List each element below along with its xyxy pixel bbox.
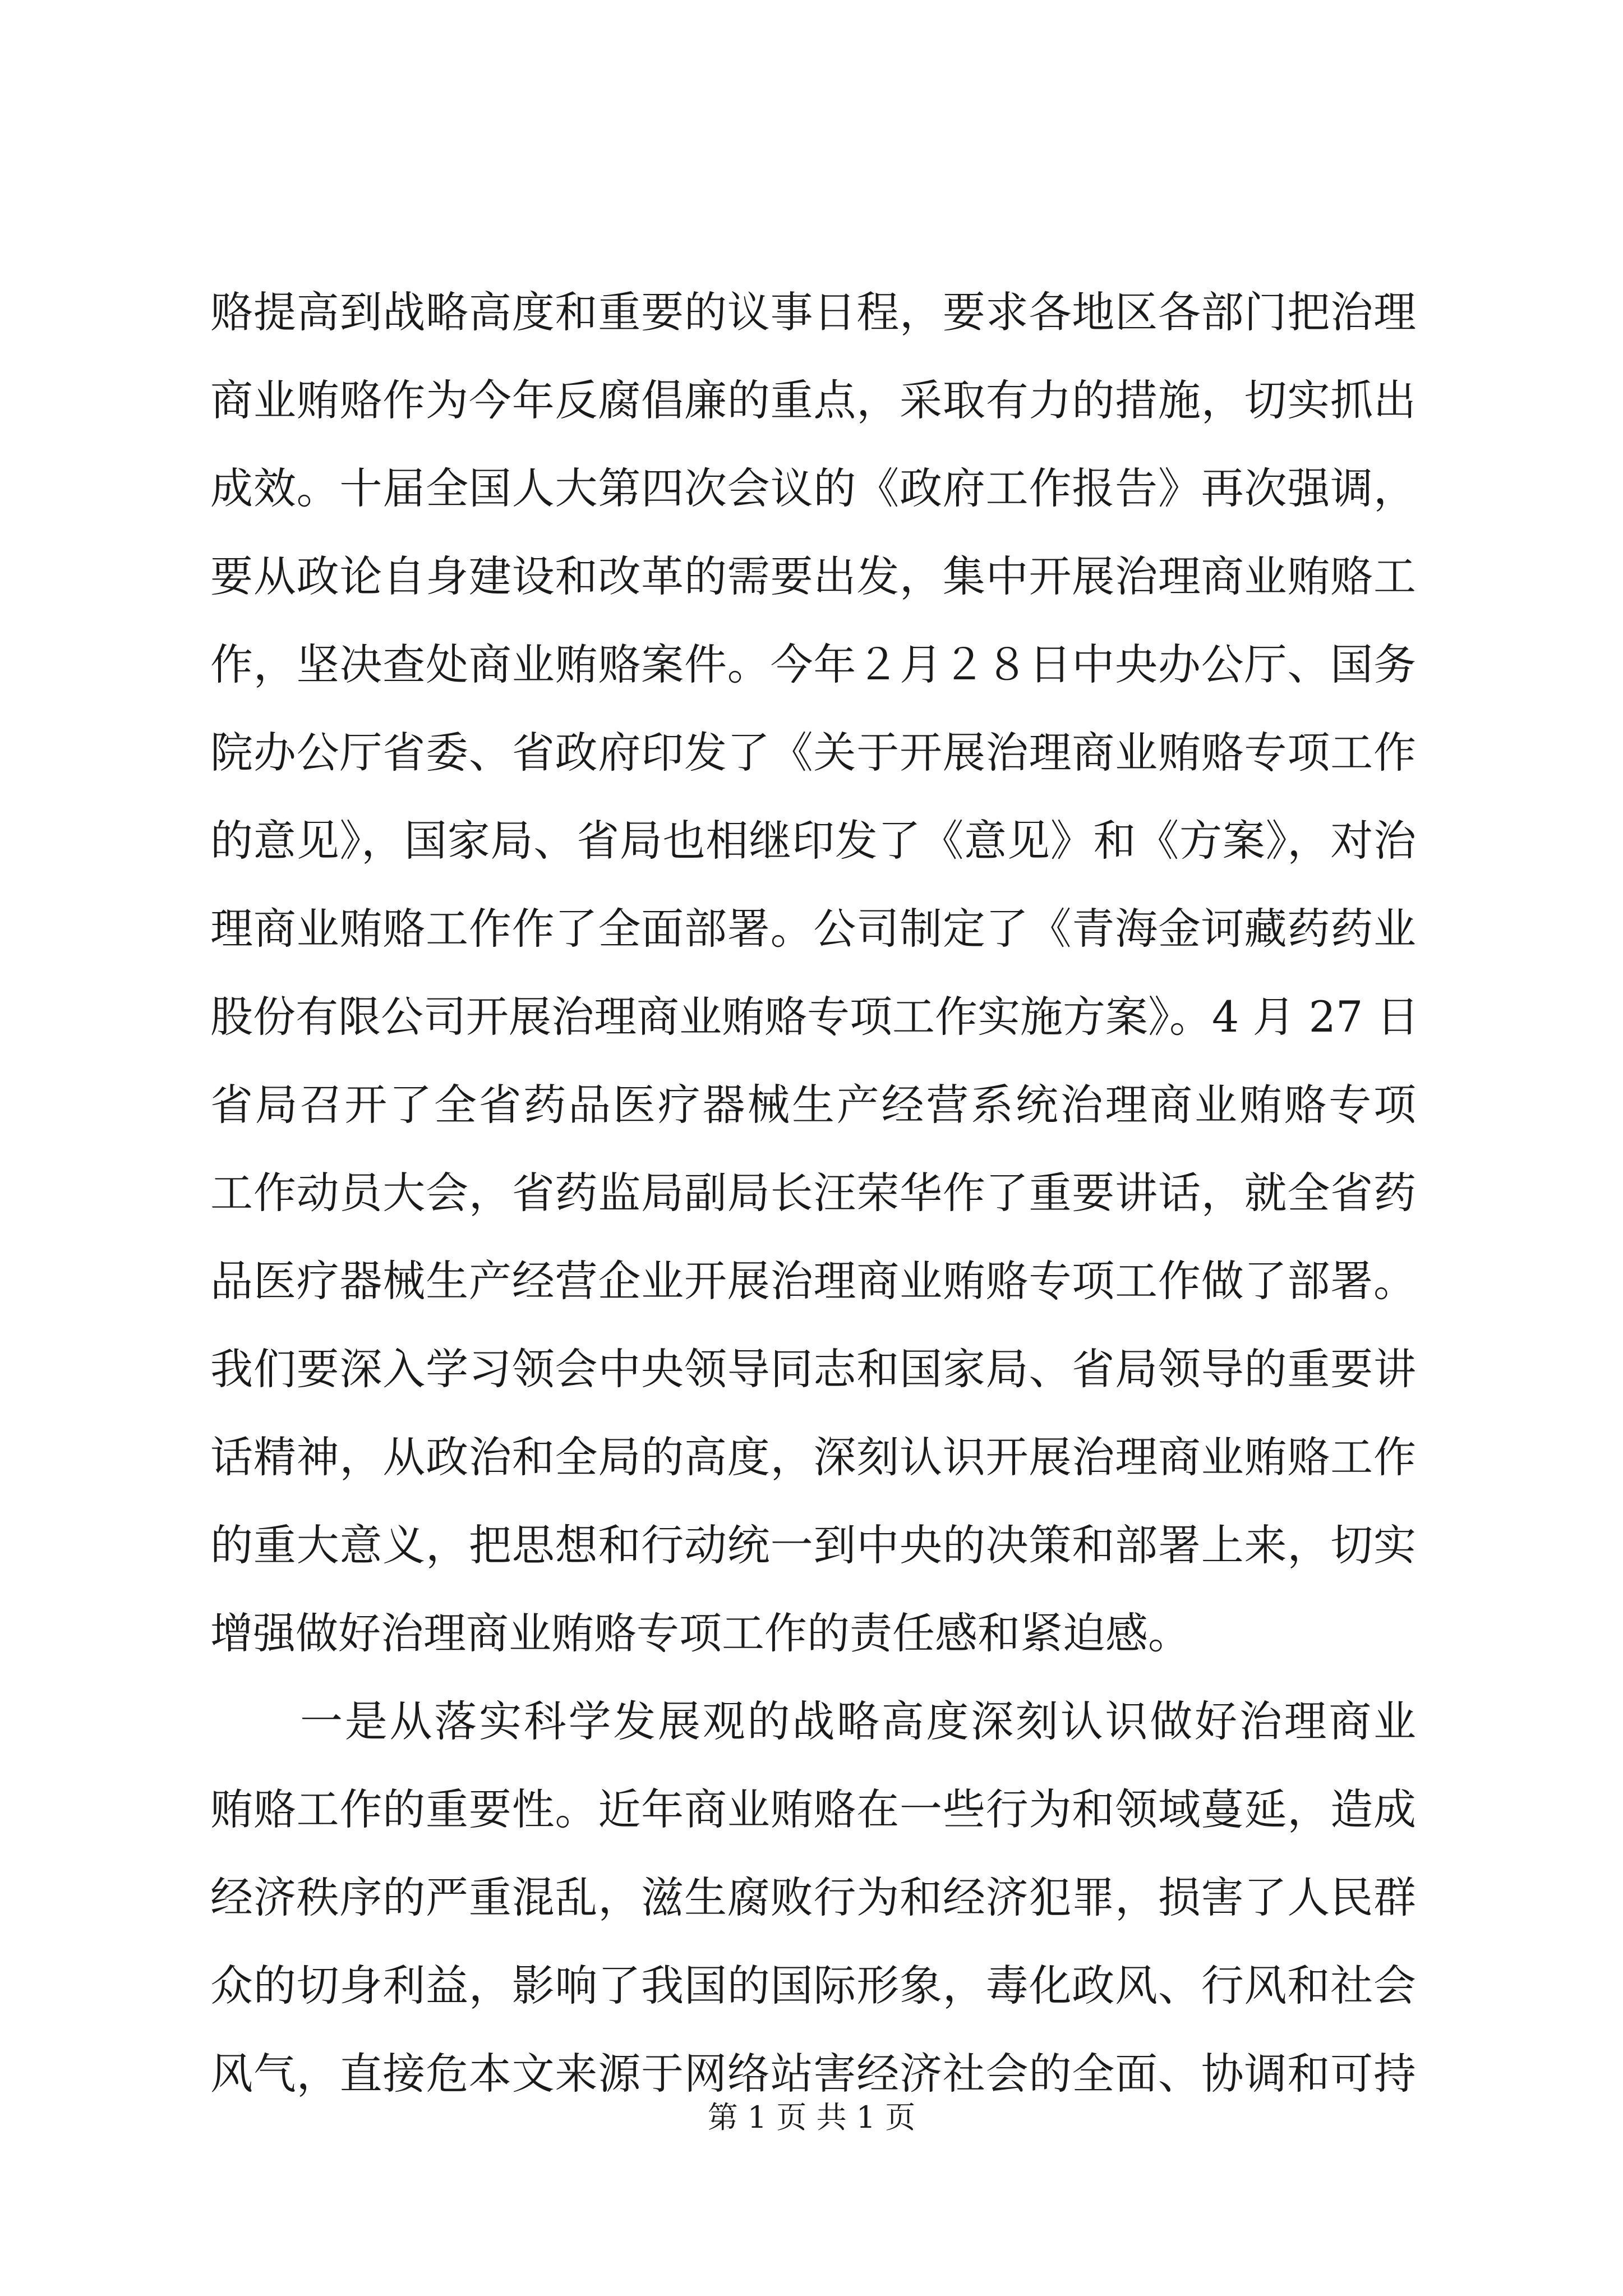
text-line: 的意见》，国家局、省局也相继印发了《意见》和《方案》，对治 bbox=[210, 816, 1416, 866]
text-line: 经济秩序的严重混乱，滋生腐败行为和经济犯罪，损害了人民群 bbox=[210, 1872, 1416, 1922]
text-line: 话精神，从政治和全局的高度，深刻认识开展治理商业贿赂工作 bbox=[210, 1432, 1416, 1482]
text-line: 院办公厅省委、省政府印发了《关于开展治理商业贿赂专项工作 bbox=[210, 728, 1416, 777]
text-line: 的重大意义，把思想和行动统一到中央的决策和部署上来，切实 bbox=[210, 1520, 1416, 1570]
text-line: 一是从落实科学发展观的战略高度深刻认识做好治理商业 bbox=[300, 1696, 1416, 1746]
text-line: 品医疗器械生产经营企业开展治理商业贿赂专项工作做了部署。 bbox=[210, 1256, 1416, 1306]
text-line: 众的切身利益，影响了我国的国际形象，毒化政风、行风和社会 bbox=[210, 1961, 1416, 2010]
text-line: 要从政论自身建设和改革的需要出发，集中开展治理商业贿赂工 bbox=[210, 551, 1416, 601]
text-line: 理商业贿赂工作作了全面部署。公司制定了《青海金诃藏药药业 bbox=[210, 904, 1416, 954]
text-line: 作，坚决查处商业贿赂案件。今年２月２８日中央办公厅、国务 bbox=[210, 639, 1416, 689]
document-body bbox=[210, 268, 1419, 2118]
text-line: 风气，直接危本文来源于网络站害经济社会的全面、协调和可持 bbox=[210, 2049, 1416, 2099]
text-line: 工作动员大会，省药监局副局长汪荣华作了重要讲话，就全省药 bbox=[210, 1168, 1416, 1218]
text-line: 商业贿赂作为今年反腐倡廉的重点，采取有力的措施，切实抓出 bbox=[210, 375, 1416, 425]
text-line: 增强做好治理商业贿赂专项工作的责任感和紧迫感。 bbox=[210, 1608, 1191, 1658]
text-line: 股份有限公司开展治理商业贿赂专项工作实施方案》。4 月 27 日 bbox=[210, 992, 1419, 1042]
text-line: 贿赂工作的重要性。近年商业贿赂在一些行为和领域蔓延，造成 bbox=[210, 1784, 1416, 1834]
paragraph-2 bbox=[210, 1677, 1416, 2118]
paragraph-1 bbox=[210, 268, 1419, 1677]
text-line: 省局召开了全省药品医疗器械生产经营系统治理商业贿赂专项 bbox=[210, 1080, 1416, 1130]
text-line: 成效。十届全国人大第四次会议的《政府工作报告》再次强调， bbox=[210, 463, 1416, 513]
page-footer: 第 1 页 共 1 页 bbox=[707, 2100, 916, 2135]
text-line: 赂提高到战略高度和重要的议事日程，要求各地区各部门把治理 bbox=[210, 287, 1416, 337]
text-line: 我们要深入学习领会中央领导同志和国家局、省局领导的重要讲 bbox=[210, 1344, 1416, 1394]
